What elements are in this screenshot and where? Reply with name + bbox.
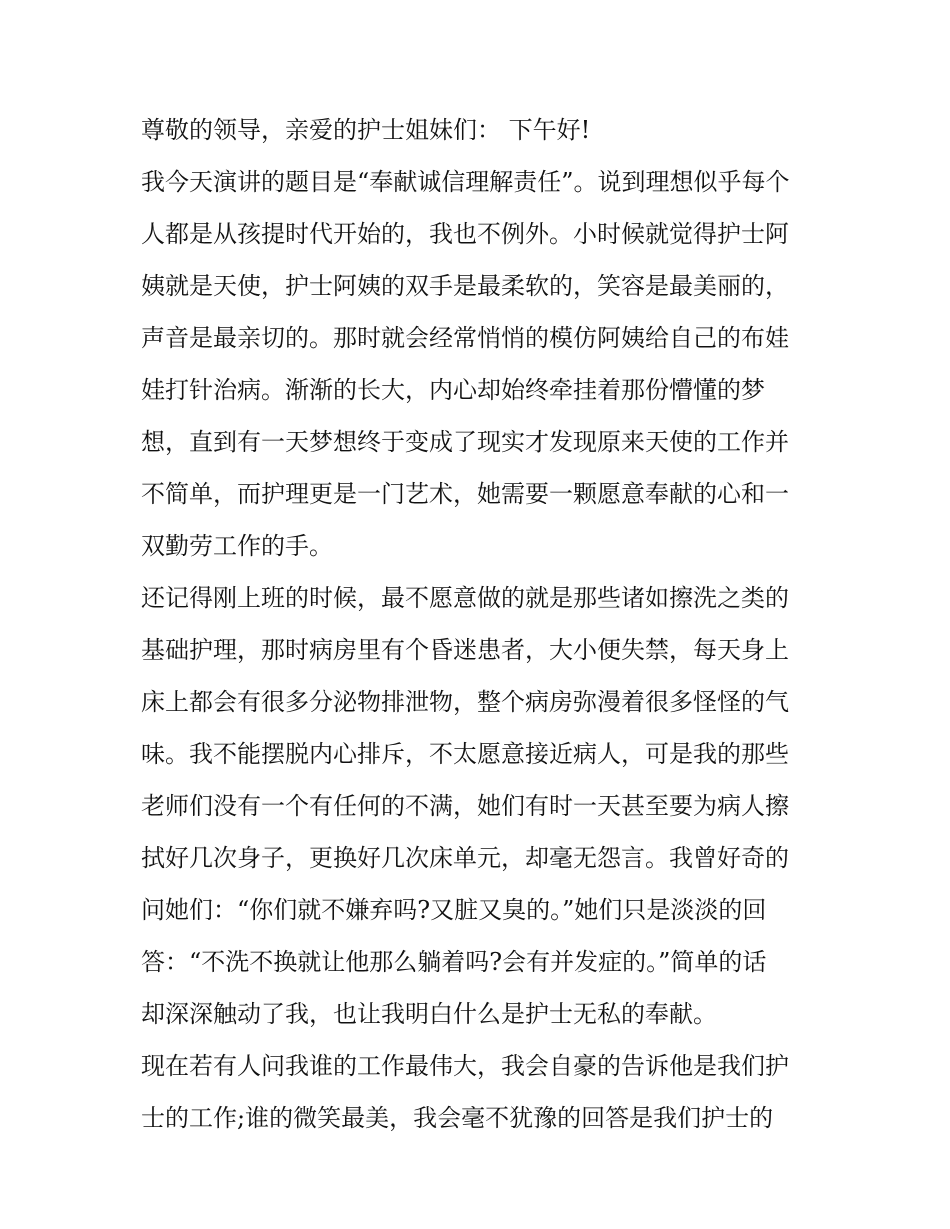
text-line: 娃打针治病。渐渐的长大，内心却始终牵挂着那份懵懂的梦 — [141, 376, 765, 404]
text-line: 士的工作;谁的微笑最美，我会毫不犹豫的回答是我们护士的 — [141, 1104, 774, 1132]
text-line: 拭好几次身子，更换好几次床单元，却毫无怨言。我曾好奇的 — [141, 844, 789, 872]
text-line: 尊敬的领导，亲爱的护士姐妹们： 下午好! — [141, 116, 591, 144]
text-line: 声音是最亲切的。那时就会经常悄悄的模仿阿姨给自己的布娃 — [141, 324, 789, 352]
text-line: 却深深触动了我，也让我明白什么是护士无私的奉献。 — [141, 1000, 717, 1028]
text-line: 人都是从孩提时代开始的，我也不例外。小时候就觉得护士阿 — [141, 220, 789, 248]
text-line: 我今天演讲的题目是“奉献诚信理解责任”。说到理想似乎每个 — [141, 168, 790, 196]
text-line: 不简单，而护理更是一门艺术，她需要一颗愿意奉献的心和一 — [141, 480, 789, 508]
text-line: 问她们：“你们就不嫌弃吗?又脏又臭的。”她们只是淡淡的回 — [141, 896, 767, 924]
text-line: 基础护理，那时病房里有个昏迷患者，大小便失禁，每天身上 — [141, 636, 789, 664]
text-line: 味。我不能摆脱内心排斥，不太愿意接近病人，可是我的那些 — [141, 740, 789, 768]
speech-text — [141, 112, 821, 1152]
text-line: 现在若有人问我谁的工作最伟大，我会自豪的告诉他是我们护 — [141, 1052, 789, 1080]
text-line: 双勤劳工作的手。 — [141, 532, 333, 560]
text-line: 还记得刚上班的时候，最不愿意做的就是那些诸如擦洗之类的 — [141, 584, 789, 612]
text-line: 想，直到有一天梦想终于变成了现实才发现原来天使的工作并 — [141, 428, 789, 456]
text-line: 姨就是天使，护士阿姨的双手是最柔软的，笑容是最美丽的， — [141, 272, 789, 300]
text-line: 床上都会有很多分泌物排泄物，整个病房弥漫着很多怪怪的气 — [141, 688, 789, 716]
text-line: 答：“不洗不换就让他那么躺着吗?会有并发症的。”简单的话 — [141, 948, 767, 976]
text-line: 老师们没有一个有任何的不满，她们有时一天甚至要为病人擦 — [141, 792, 789, 820]
